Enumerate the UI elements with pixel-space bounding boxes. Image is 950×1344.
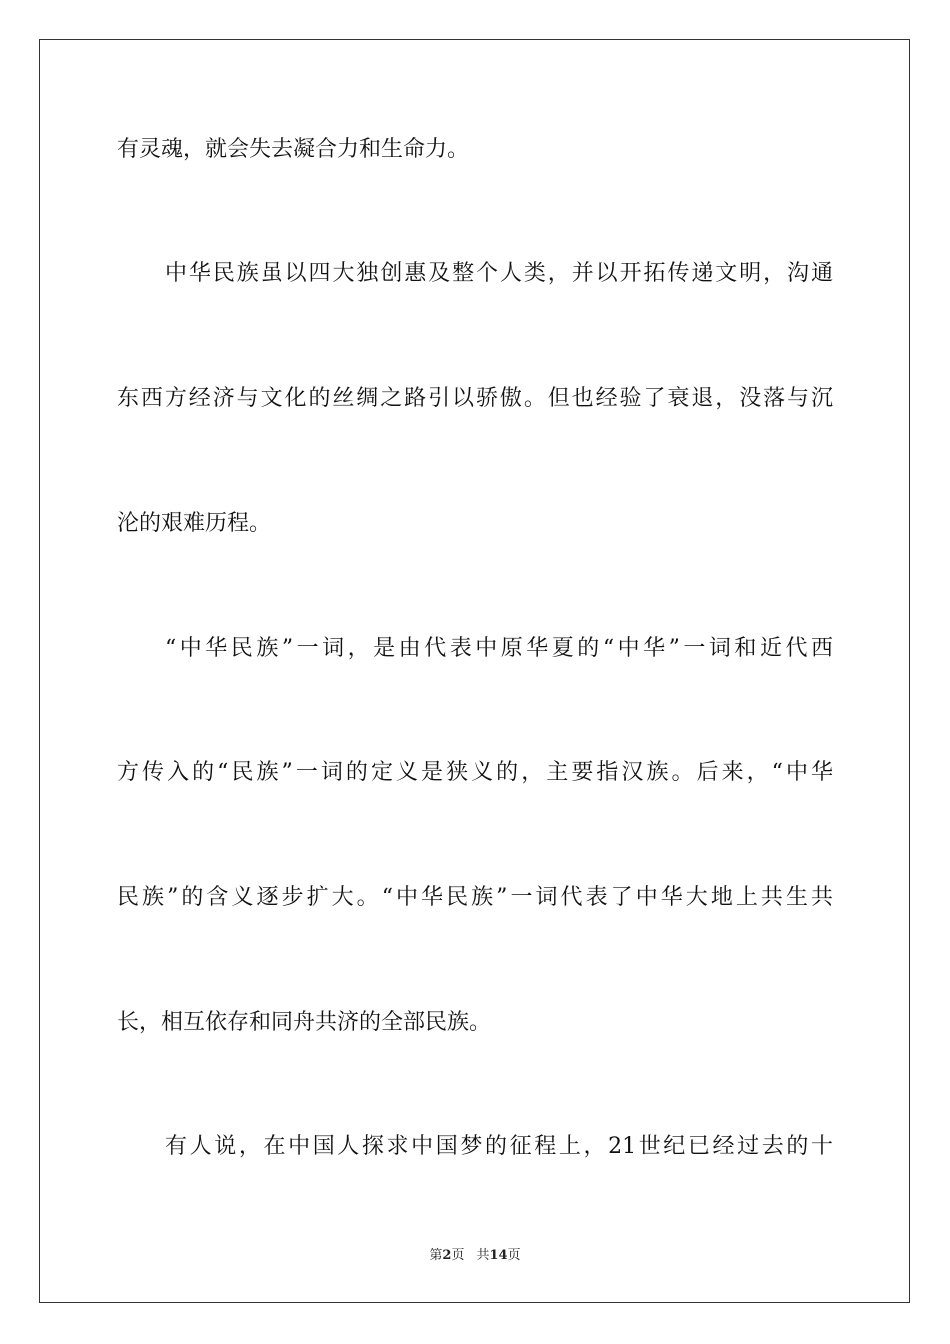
text-line: “中华民族”一词，是由代表中原华夏的“中华”一词和近代西 <box>165 636 833 661</box>
footer-total-prefix: 共 <box>476 1248 490 1263</box>
footer-page-suffix: 页 <box>451 1248 465 1263</box>
footer-total-suffix: 页 <box>507 1248 521 1263</box>
footer-page-number: 2 <box>442 1248 452 1263</box>
text-line: 长，相互依存和同舟共济的全部民族。 <box>117 1010 492 1035</box>
footer-total-pages: 14 <box>489 1248 508 1263</box>
text-line: 中华民族虽以四大独创惠及整个人类，并以开拓传递文明，沟通 <box>165 261 833 286</box>
text-line: 有灵魂，就会失去凝合力和生命力。 <box>117 137 470 162</box>
text-line: 东西方经济与文化的丝绸之路引以骄傲。但也经验了衰退，没落与沉 <box>117 386 833 411</box>
footer-page-prefix: 第 <box>429 1248 443 1263</box>
page-footer <box>0 1248 950 1264</box>
text-line: 方传入的“民族”一词的定义是狭义的，主要指汉族。后来，“中华 <box>117 760 833 785</box>
page-border <box>39 39 910 1303</box>
text-line: 沦的艰难历程。 <box>117 511 272 536</box>
text-line: 有人说，在中国人探求中国梦的征程上，21世纪已经过去的十 <box>165 1134 833 1159</box>
text-line: 民族”的含义逐步扩大。“中华民族”一词代表了中华大地上共生共 <box>117 885 833 910</box>
